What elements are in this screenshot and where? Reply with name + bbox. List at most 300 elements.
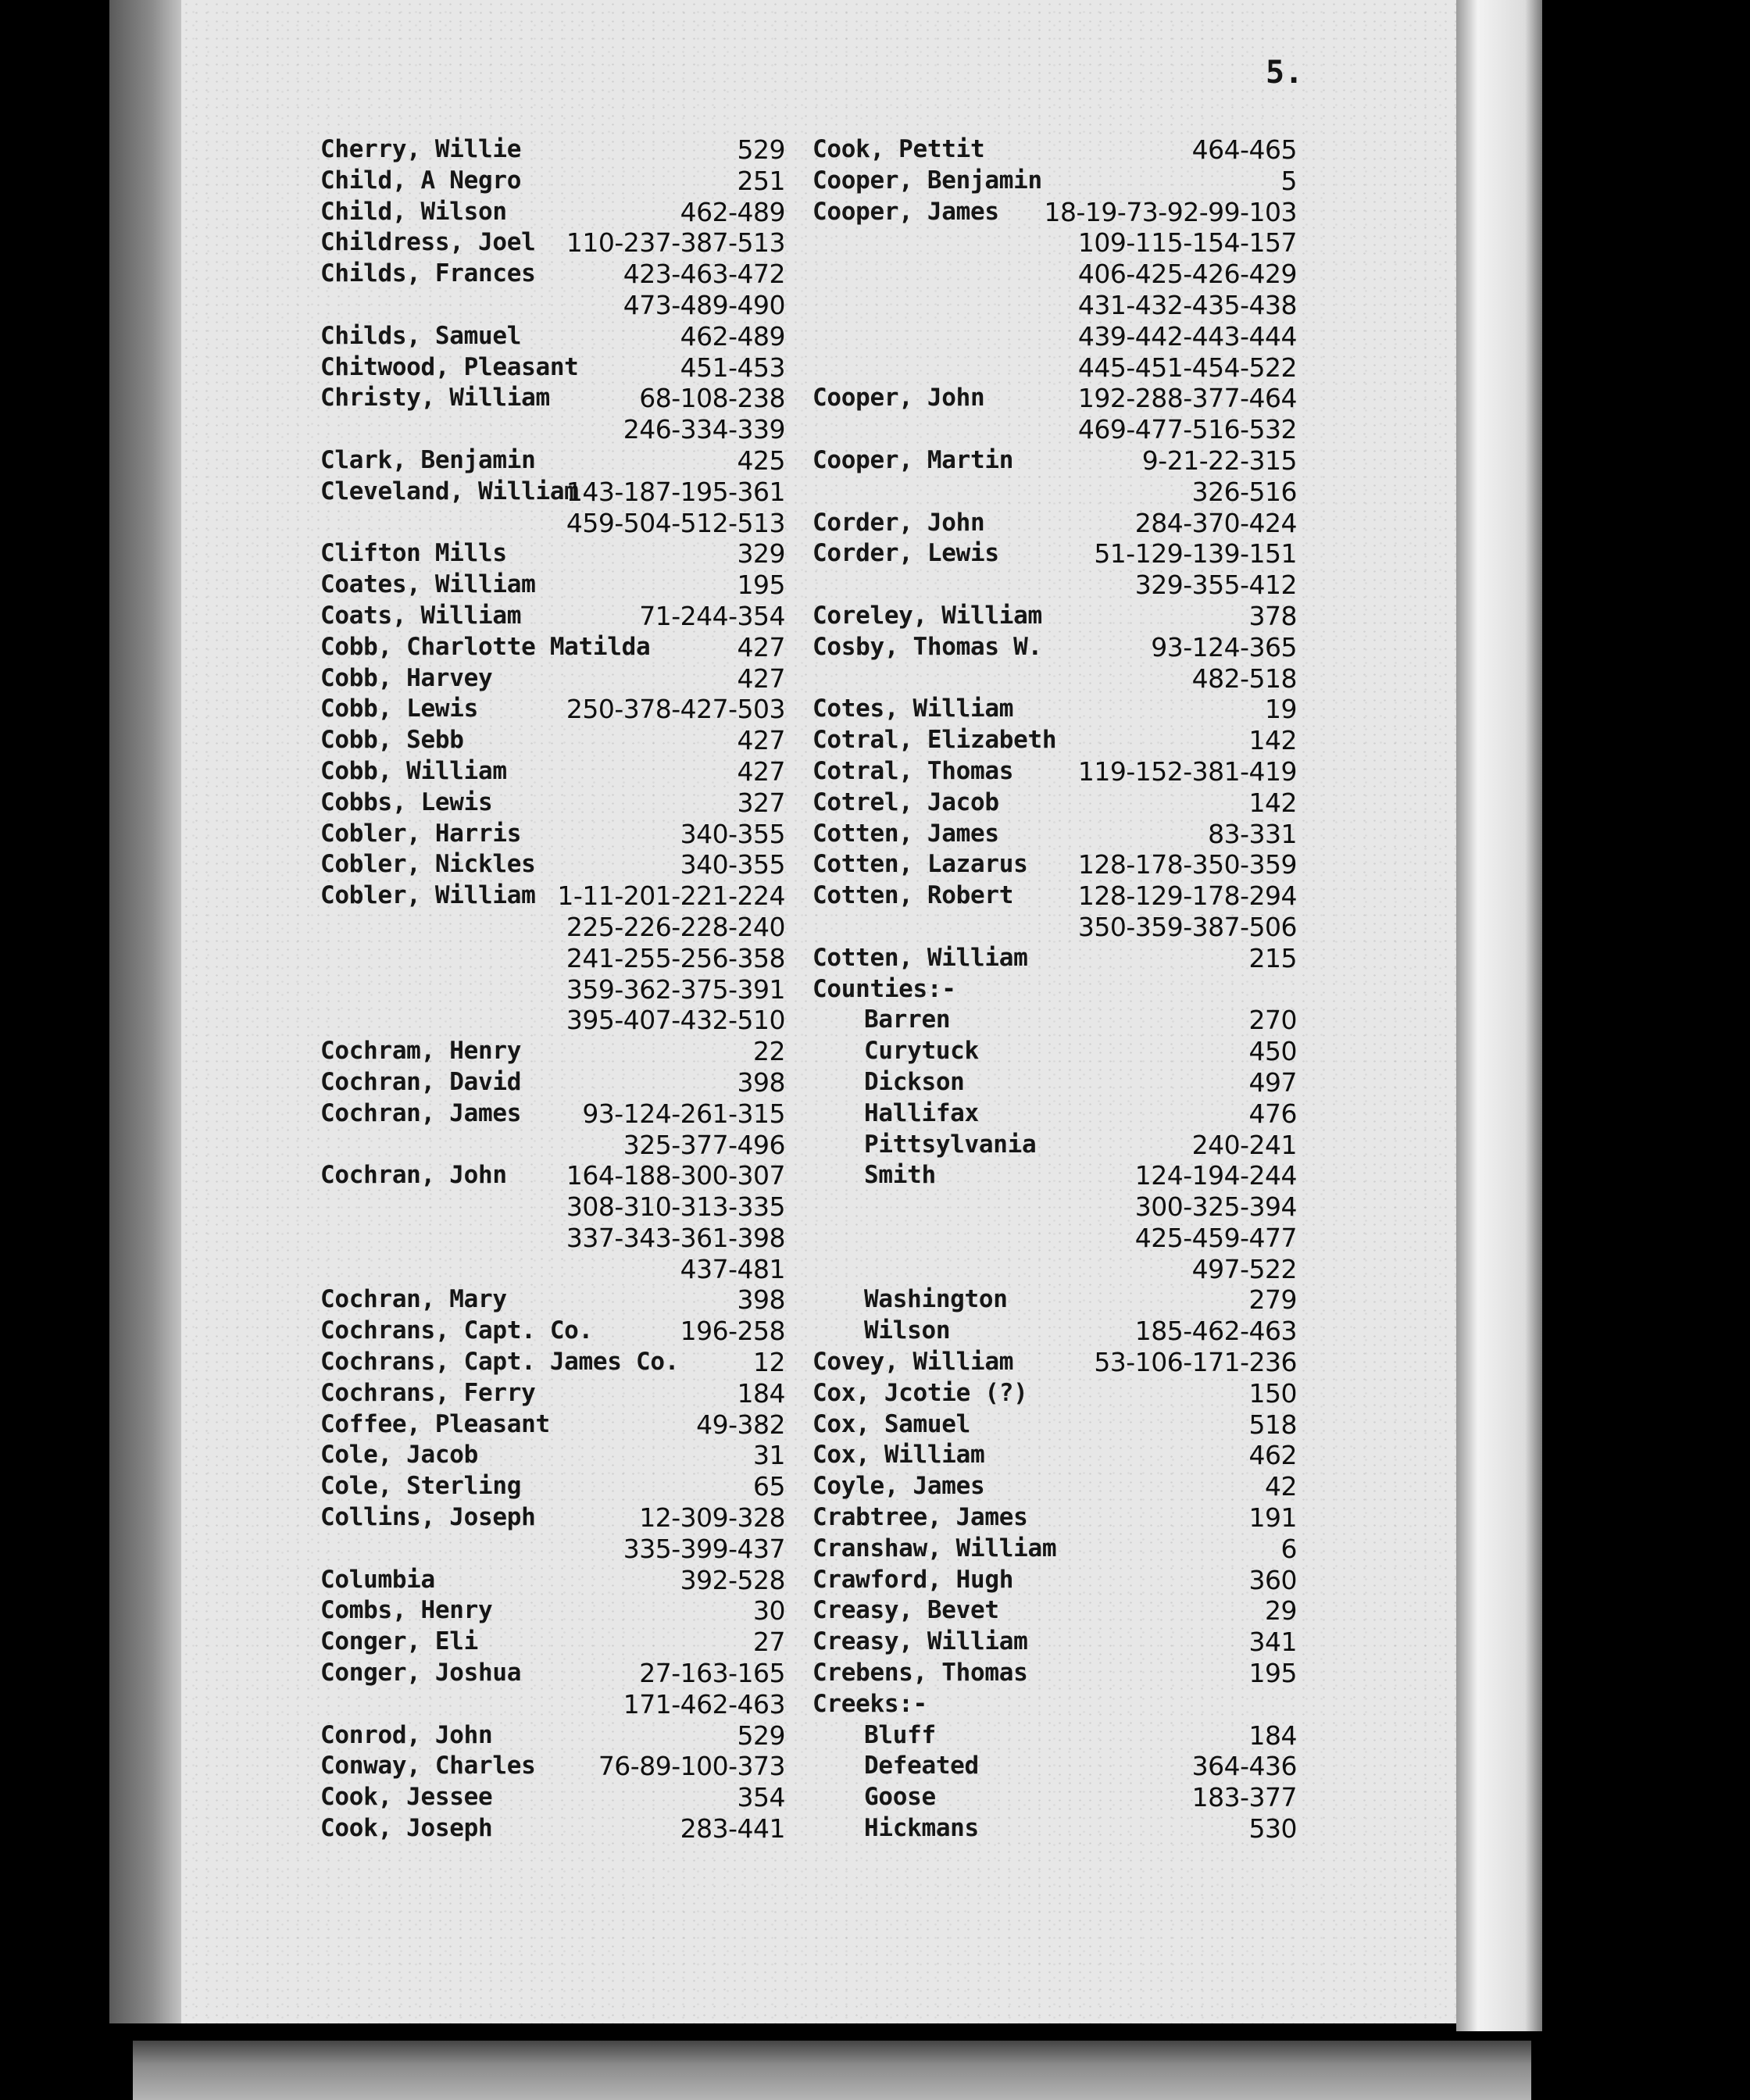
index-page-refs: 327 [737,787,785,818]
index-entry-name: Cochrans, Capt. James Co. [320,1348,680,1377]
index-subentry-name: Hallifax [864,1098,979,1127]
index-page-refs: 184 [737,1377,785,1409]
index-entry-line [812,1813,1297,1845]
index-entry-name: Conger, Eli [320,1627,478,1656]
index-page-refs: 71-244-354 [639,600,785,631]
index-entry-name: Cochran, James [320,1098,522,1127]
index-page-refs: 93-124-365 [1151,631,1297,662]
index-entry-name: Cobbs, Lewis [320,788,493,816]
index-entry-line [812,694,1297,725]
index-page-refs: 459-504-512-513 [566,507,785,538]
index-subentry-name: Washington [864,1285,1008,1314]
index-page-refs: 12-309-328 [639,1502,785,1534]
index-page-refs: 31 [753,1440,785,1471]
index-page-refs: 241-255-256-358 [566,942,785,973]
index-page-refs: 29 [1265,1595,1297,1627]
index-page-refs: 427 [737,755,785,787]
index-entry-name: Combs, Henry [320,1596,493,1625]
index-entry-name: Corder, Lewis [812,539,999,568]
index-entry-line [320,352,785,384]
index-entry-name: Chitwood, Pleasant [320,352,579,381]
index-entry-name: Clark, Benjamin [320,445,536,474]
index-entry-name: Cook, Joseph [320,1814,493,1843]
index-page-refs: 451-453 [680,352,785,383]
index-page-refs: 279 [1248,1284,1297,1316]
index-page-refs: 398 [737,1284,785,1316]
index-page-refs: 196-258 [680,1316,785,1347]
index-page-refs: 93-124-261-315 [582,1098,785,1129]
index-page-refs: 337-343-361-398 [566,1222,785,1253]
index-subentry-name: Barren [864,1005,951,1034]
index-entry-name: Crawford, Hugh [812,1565,1014,1594]
index-entry-name: Cochran, David [320,1067,522,1096]
index-page-refs: 27 [753,1627,785,1658]
index-entry-line [812,321,1297,352]
index-page-refs: 12 [753,1347,785,1378]
index-page-refs: 392-528 [680,1564,785,1595]
index-entry-name: Cosby, Thomas W. [812,632,1042,661]
index-page-refs: 406-425-426-429 [1077,259,1297,290]
index-page-refs: 128-178-350-359 [1077,849,1297,880]
index-page-refs: 6 [1280,1533,1297,1564]
index-entry-name: Cochrans, Ferry [320,1378,536,1407]
index-entry-line [812,1782,1297,1813]
index-page-refs: 5 [1280,165,1297,196]
index-page-refs: 83-331 [1208,818,1297,849]
index-entry-line [812,788,1297,819]
index-page-refs: 398 [737,1066,785,1098]
index-subentry-name: Dickson [864,1067,965,1096]
index-entry-line [320,1409,785,1441]
index-entry-line [320,259,785,290]
index-entry-line [320,1502,785,1534]
index-subentry-name: Hickmans [864,1814,979,1843]
index-page-refs: 360 [1248,1564,1297,1595]
index-entry-name: Cotes, William [812,695,1014,723]
index-page-refs: 423-463-472 [623,259,785,290]
index-page-refs: 251 [737,165,785,196]
index-entry-line [320,290,785,321]
index-entry-line [320,477,785,508]
next-page-strip [133,2041,1531,2100]
index-entry-line [812,1316,1297,1347]
index-page-refs: 240-241 [1191,1129,1297,1160]
index-entry-line [812,414,1297,445]
index-page-refs: 518 [1248,1409,1297,1440]
index-page-refs: 326-516 [1191,476,1297,507]
index-entry-line [812,477,1297,508]
index-entry-line [812,1347,1297,1378]
index-page-refs: 183-377 [1191,1782,1297,1813]
index-subentry-name: Goose [864,1783,936,1812]
index-entry-line [320,570,785,601]
index-entry-name: Cobler, Nickles [320,850,536,879]
index-entry-line [320,849,785,880]
index-entry-name: Cook, Jessee [320,1783,493,1812]
index-entry-line [320,694,785,725]
index-subentry-name: Defeated [864,1752,979,1780]
index-entry-line [812,819,1297,850]
page-curl-edge [1456,0,1542,2031]
index-entry-line [320,414,785,445]
index-entry-line [320,538,785,570]
index-entry-line [320,632,785,663]
index-page-refs: 184 [1248,1720,1297,1751]
index-entry-line [812,1130,1297,1161]
index-entry-name: Counties:- [812,974,956,1003]
index-page-refs: 143-187-195-361 [566,476,785,507]
index-page-refs: 529 [737,134,785,165]
index-page-refs: 1-11-201-221-224 [557,880,785,912]
index-entry-name: Cox, William [812,1441,985,1470]
index-entry-line [320,197,785,228]
index-entry-line [812,1595,1297,1627]
index-page-refs: 246-334-339 [623,414,785,445]
index-entry-line [812,1720,1297,1752]
index-page-refs: 191 [1248,1502,1297,1534]
index-page-refs: 150 [1248,1377,1297,1409]
index-entry-line [812,943,1297,974]
index-entry-name: Cobb, Sebb [320,726,464,755]
index-page-refs: 164-188-300-307 [566,1160,785,1191]
index-entry-line [812,1440,1297,1471]
index-entry-line [320,321,785,352]
index-entry-line [320,1036,785,1067]
index-subentry-name: Bluff [864,1720,936,1749]
index-page-refs: 51-129-139-151 [1094,538,1297,570]
index-page-refs: 142 [1248,725,1297,756]
index-page-refs: 9-21-22-315 [1141,445,1297,476]
index-entry-line [320,1223,785,1254]
index-entry-line [320,1378,785,1409]
index-entry-line [812,1036,1297,1067]
index-entry-name: Crebens, Thomas [812,1659,1028,1688]
index-entry-line [812,756,1297,788]
index-page-refs: 462-489 [680,196,785,227]
index-entry-name: Crabtree, James [812,1503,1028,1532]
right-index-column [812,134,1297,1845]
index-entry-line [812,259,1297,290]
index-entry-line [320,880,785,912]
index-entry-name: Cooper, Martin [812,445,1014,474]
index-entry-line [320,601,785,632]
index-entry-name: Christy, William [320,384,550,412]
index-page-refs: 350-359-387-506 [1077,911,1297,942]
index-entry-line [320,943,785,974]
index-entry-name: Columbia [320,1565,435,1594]
index-entry-name: Coates, William [320,570,536,599]
index-page-refs: 308-310-313-335 [566,1191,785,1223]
index-page-refs: 185-462-463 [1134,1316,1297,1347]
index-entry-line [812,1534,1297,1565]
index-entry-line [812,1658,1297,1689]
index-entry-line [812,974,1297,1005]
index-page-refs: 450 [1248,1036,1297,1067]
index-entry-line [320,663,785,695]
index-page-refs: 22 [753,1036,785,1067]
index-entry-name: Cole, Sterling [320,1472,522,1501]
index-entry-line [812,445,1297,477]
index-page-refs: 497-522 [1191,1253,1297,1284]
index-page-refs: 195 [737,570,785,601]
index-page-refs: 427 [737,662,785,694]
index-entry-name: Conway, Charles [320,1752,536,1780]
index-entry-line [320,1627,785,1658]
index-entry-name: Child, Wilson [320,197,507,226]
index-entry-line [320,1098,785,1130]
left-index-column [320,134,785,1845]
index-entry-line [320,445,785,477]
index-entry-line [812,538,1297,570]
index-entry-name: Cox, Samuel [812,1409,970,1438]
index-entry-line [812,197,1297,228]
index-page-refs: 42 [1265,1471,1297,1502]
index-entry-name: Covey, William [812,1348,1014,1377]
index-entry-line [320,508,785,539]
index-entry-line [320,1191,785,1223]
index-page-refs: 18-19-73-92-99-103 [1044,196,1297,227]
index-entry-line [812,1284,1297,1316]
index-entry-line [812,166,1297,197]
index-entry-line [320,1067,785,1098]
index-entry-name: Cox, Jcotie (?) [812,1378,1028,1407]
index-entry-line [320,912,785,943]
index-entry-line [812,849,1297,880]
index-entry-line [320,134,785,166]
index-entry-line [320,1720,785,1752]
index-page-refs: 476 [1248,1098,1297,1129]
index-entry-name: Coreley, William [812,601,1042,630]
index-entry-name: Cotten, William [812,943,1028,972]
index-entry-line [812,1067,1297,1098]
index-entry-line [812,725,1297,756]
index-entry-line [320,756,785,788]
index-page-refs: 195 [1248,1658,1297,1689]
index-entry-line [812,880,1297,912]
index-page-refs: 215 [1248,942,1297,973]
index-page-refs: 283-441 [680,1813,785,1845]
index-page-refs: 49-382 [696,1409,785,1440]
index-entry-name: Cochran, Mary [320,1285,507,1314]
index-entry-name: Creeks:- [812,1689,927,1718]
index-page-refs: 439-442-443-444 [1077,320,1297,352]
index-entry-name: Childs, Samuel [320,321,522,350]
index-entry-line [812,1223,1297,1254]
index-page-refs: 270 [1248,1005,1297,1036]
index-entry-line [320,1160,785,1191]
index-page-refs: 497 [1248,1066,1297,1098]
index-entry-name: Coyle, James [812,1472,985,1501]
index-entry-line [812,601,1297,632]
index-entry-line [812,1751,1297,1782]
index-entry-line [812,1565,1297,1596]
index-page-refs: 19 [1265,694,1297,725]
index-page-refs: 335-399-437 [623,1533,785,1564]
index-page-refs: 437-481 [680,1253,785,1284]
index-page-refs: 30 [753,1595,785,1627]
index-entry-line [812,1191,1297,1223]
index-entry-name: Cobb, William [320,756,507,785]
index-entry-line [812,663,1297,695]
index-entry-line [812,570,1297,601]
index-page-refs: 427 [737,631,785,662]
index-page-refs: 124-194-244 [1134,1160,1297,1191]
index-page-refs: 119-152-381-419 [1077,755,1297,787]
index-entry-line [812,1254,1297,1285]
index-entry-name: Cooper, James [812,197,999,226]
index-page-refs: 529 [737,1720,785,1751]
index-entry-name: Cole, Jacob [320,1441,478,1470]
index-entry-line [320,1565,785,1596]
index-page-refs: 250-378-427-503 [566,694,785,725]
index-page-refs: 462-489 [680,320,785,352]
index-entry-line [812,352,1297,384]
index-entry-name: Cooper, John [812,384,985,412]
index-page-refs: 329 [737,538,785,570]
index-entry-line [320,1284,785,1316]
index-entry-name: Cobler, William [320,881,536,910]
index-entry-line [320,1689,785,1720]
index-entry-line [320,1347,785,1378]
index-page-refs: 464-465 [1191,134,1297,165]
index-entry-name: Corder, John [812,508,985,537]
index-entry-line [320,788,785,819]
index-entry-name: Childress, Joel [320,228,536,257]
index-entry-line [812,134,1297,166]
index-entry-line [812,290,1297,321]
index-entry-name: Cherry, Willie [320,135,522,163]
index-page-refs: 427 [737,725,785,756]
index-entry-line [812,1409,1297,1441]
index-page-refs: 354 [737,1782,785,1813]
index-page-refs: 27-163-165 [639,1658,785,1689]
index-page-refs: 142 [1248,787,1297,818]
index-entry-line [320,1440,785,1471]
index-page-refs: 431-432-435-438 [1077,289,1297,320]
index-entry-name: Coffee, Pleasant [320,1409,550,1438]
index-subentry-name: Smith [864,1161,936,1190]
index-entry-name: Cranshaw, William [812,1534,1057,1562]
index-entry-line [320,725,785,756]
index-page-refs: 340-355 [680,818,785,849]
index-entry-line [812,227,1297,259]
index-entry-name: Conrod, John [320,1720,493,1749]
index-page-refs: 482-518 [1191,662,1297,694]
index-page-refs: 171-462-463 [623,1688,785,1720]
index-page-refs: 325-377-496 [623,1129,785,1160]
index-page-refs: 340-355 [680,849,785,880]
index-entry-line [812,1378,1297,1409]
index-page-refs: 65 [753,1471,785,1502]
index-entry-name: Cotten, Robert [812,881,1014,910]
index-entry-name: Childs, Frances [320,259,536,288]
index-entry-name: Cochram, Henry [320,1037,522,1066]
index-page-refs: 110-237-387-513 [566,227,785,259]
index-page-refs: 225-226-228-240 [566,911,785,942]
index-page-refs: 469-477-516-532 [1077,414,1297,445]
index-entry-line [812,1160,1297,1191]
index-page-refs: 530 [1248,1813,1297,1845]
index-entry-name: Cotral, Elizabeth [812,726,1057,755]
index-entry-line [812,1689,1297,1720]
index-page-refs: 473-489-490 [623,289,785,320]
index-entry-name: Cobb, Lewis [320,695,478,723]
index-entry-line [812,632,1297,663]
index-entry-line [320,1534,785,1565]
index-page-refs: 341 [1248,1627,1297,1658]
index-page-refs: 359-362-375-391 [566,973,785,1005]
index-page-refs: 425 [737,445,785,476]
index-entry-line [812,508,1297,539]
index-page-refs: 425-459-477 [1134,1222,1297,1253]
index-entry-line [320,1471,785,1502]
index-entry-name: Cochran, John [320,1161,507,1190]
index-entry-line [320,1005,785,1036]
index-entry-name: Creasy, William [812,1627,1028,1656]
index-entry-name: Cochrans, Capt. Co. [320,1316,593,1345]
index-entry-line [320,819,785,850]
index-entry-name: Creasy, Bevet [812,1596,999,1625]
index-subentry-name: Pittsylvania [864,1130,1037,1159]
index-entry-line [320,383,785,414]
index-page-refs: 53-106-171-236 [1094,1347,1297,1378]
index-page-refs: 109-115-154-157 [1077,227,1297,259]
index-entry-line [320,1751,785,1782]
index-entry-name: Conger, Joshua [320,1659,522,1688]
index-page-refs: 128-129-178-294 [1077,880,1297,912]
index-entry-line [812,1098,1297,1130]
index-entry-line [320,974,785,1005]
index-entry-name: Cooper, Benjamin [812,166,1042,195]
index-entry-line [320,1254,785,1285]
index-page-refs: 68-108-238 [639,383,785,414]
index-page-refs: 462 [1248,1440,1297,1471]
index-entry-line [320,166,785,197]
index-entry-name: Cotral, Thomas [812,756,1014,785]
index-entry-name: Cobler, Harris [320,819,522,848]
index-entry-name: Cook, Pettit [812,135,985,163]
index-entry-name: Child, A Negro [320,166,522,195]
index-entry-name: Coats, William [320,601,522,630]
index-entry-line [812,912,1297,943]
index-entry-line [320,1316,785,1347]
index-entry-line [812,1005,1297,1036]
index-entry-name: Cobb, Charlotte Matilda [320,632,651,661]
page-number: 5. [1266,55,1304,91]
index-entry-line [320,1130,785,1161]
index-page-refs: 284-370-424 [1134,507,1297,538]
index-entry-name: Cleveland, William [320,477,579,505]
index-page-refs: 395-407-432-510 [566,1005,785,1036]
index-entry-name: Cobb, Harvey [320,663,493,692]
index-entry-line [320,1595,785,1627]
index-entry-line [320,1782,785,1813]
index-entry-name: Cotten, James [812,819,999,848]
index-entry-line [320,1658,785,1689]
page-binding-shadow [109,0,188,2023]
index-page-refs: 76-89-100-373 [598,1751,785,1782]
index-page-refs: 364-436 [1191,1751,1297,1782]
index-page-refs: 445-451-454-522 [1077,352,1297,383]
index-subentry-name: Curytuck [864,1037,979,1066]
index-entry-line [812,383,1297,414]
index-entry-name: Cotrel, Jacob [812,788,999,816]
index-subentry-name: Wilson [864,1316,951,1345]
index-page-refs: 378 [1248,600,1297,631]
index-page-refs: 300-325-394 [1134,1191,1297,1223]
index-entry-line [812,1627,1297,1658]
index-entry-line [320,1813,785,1845]
